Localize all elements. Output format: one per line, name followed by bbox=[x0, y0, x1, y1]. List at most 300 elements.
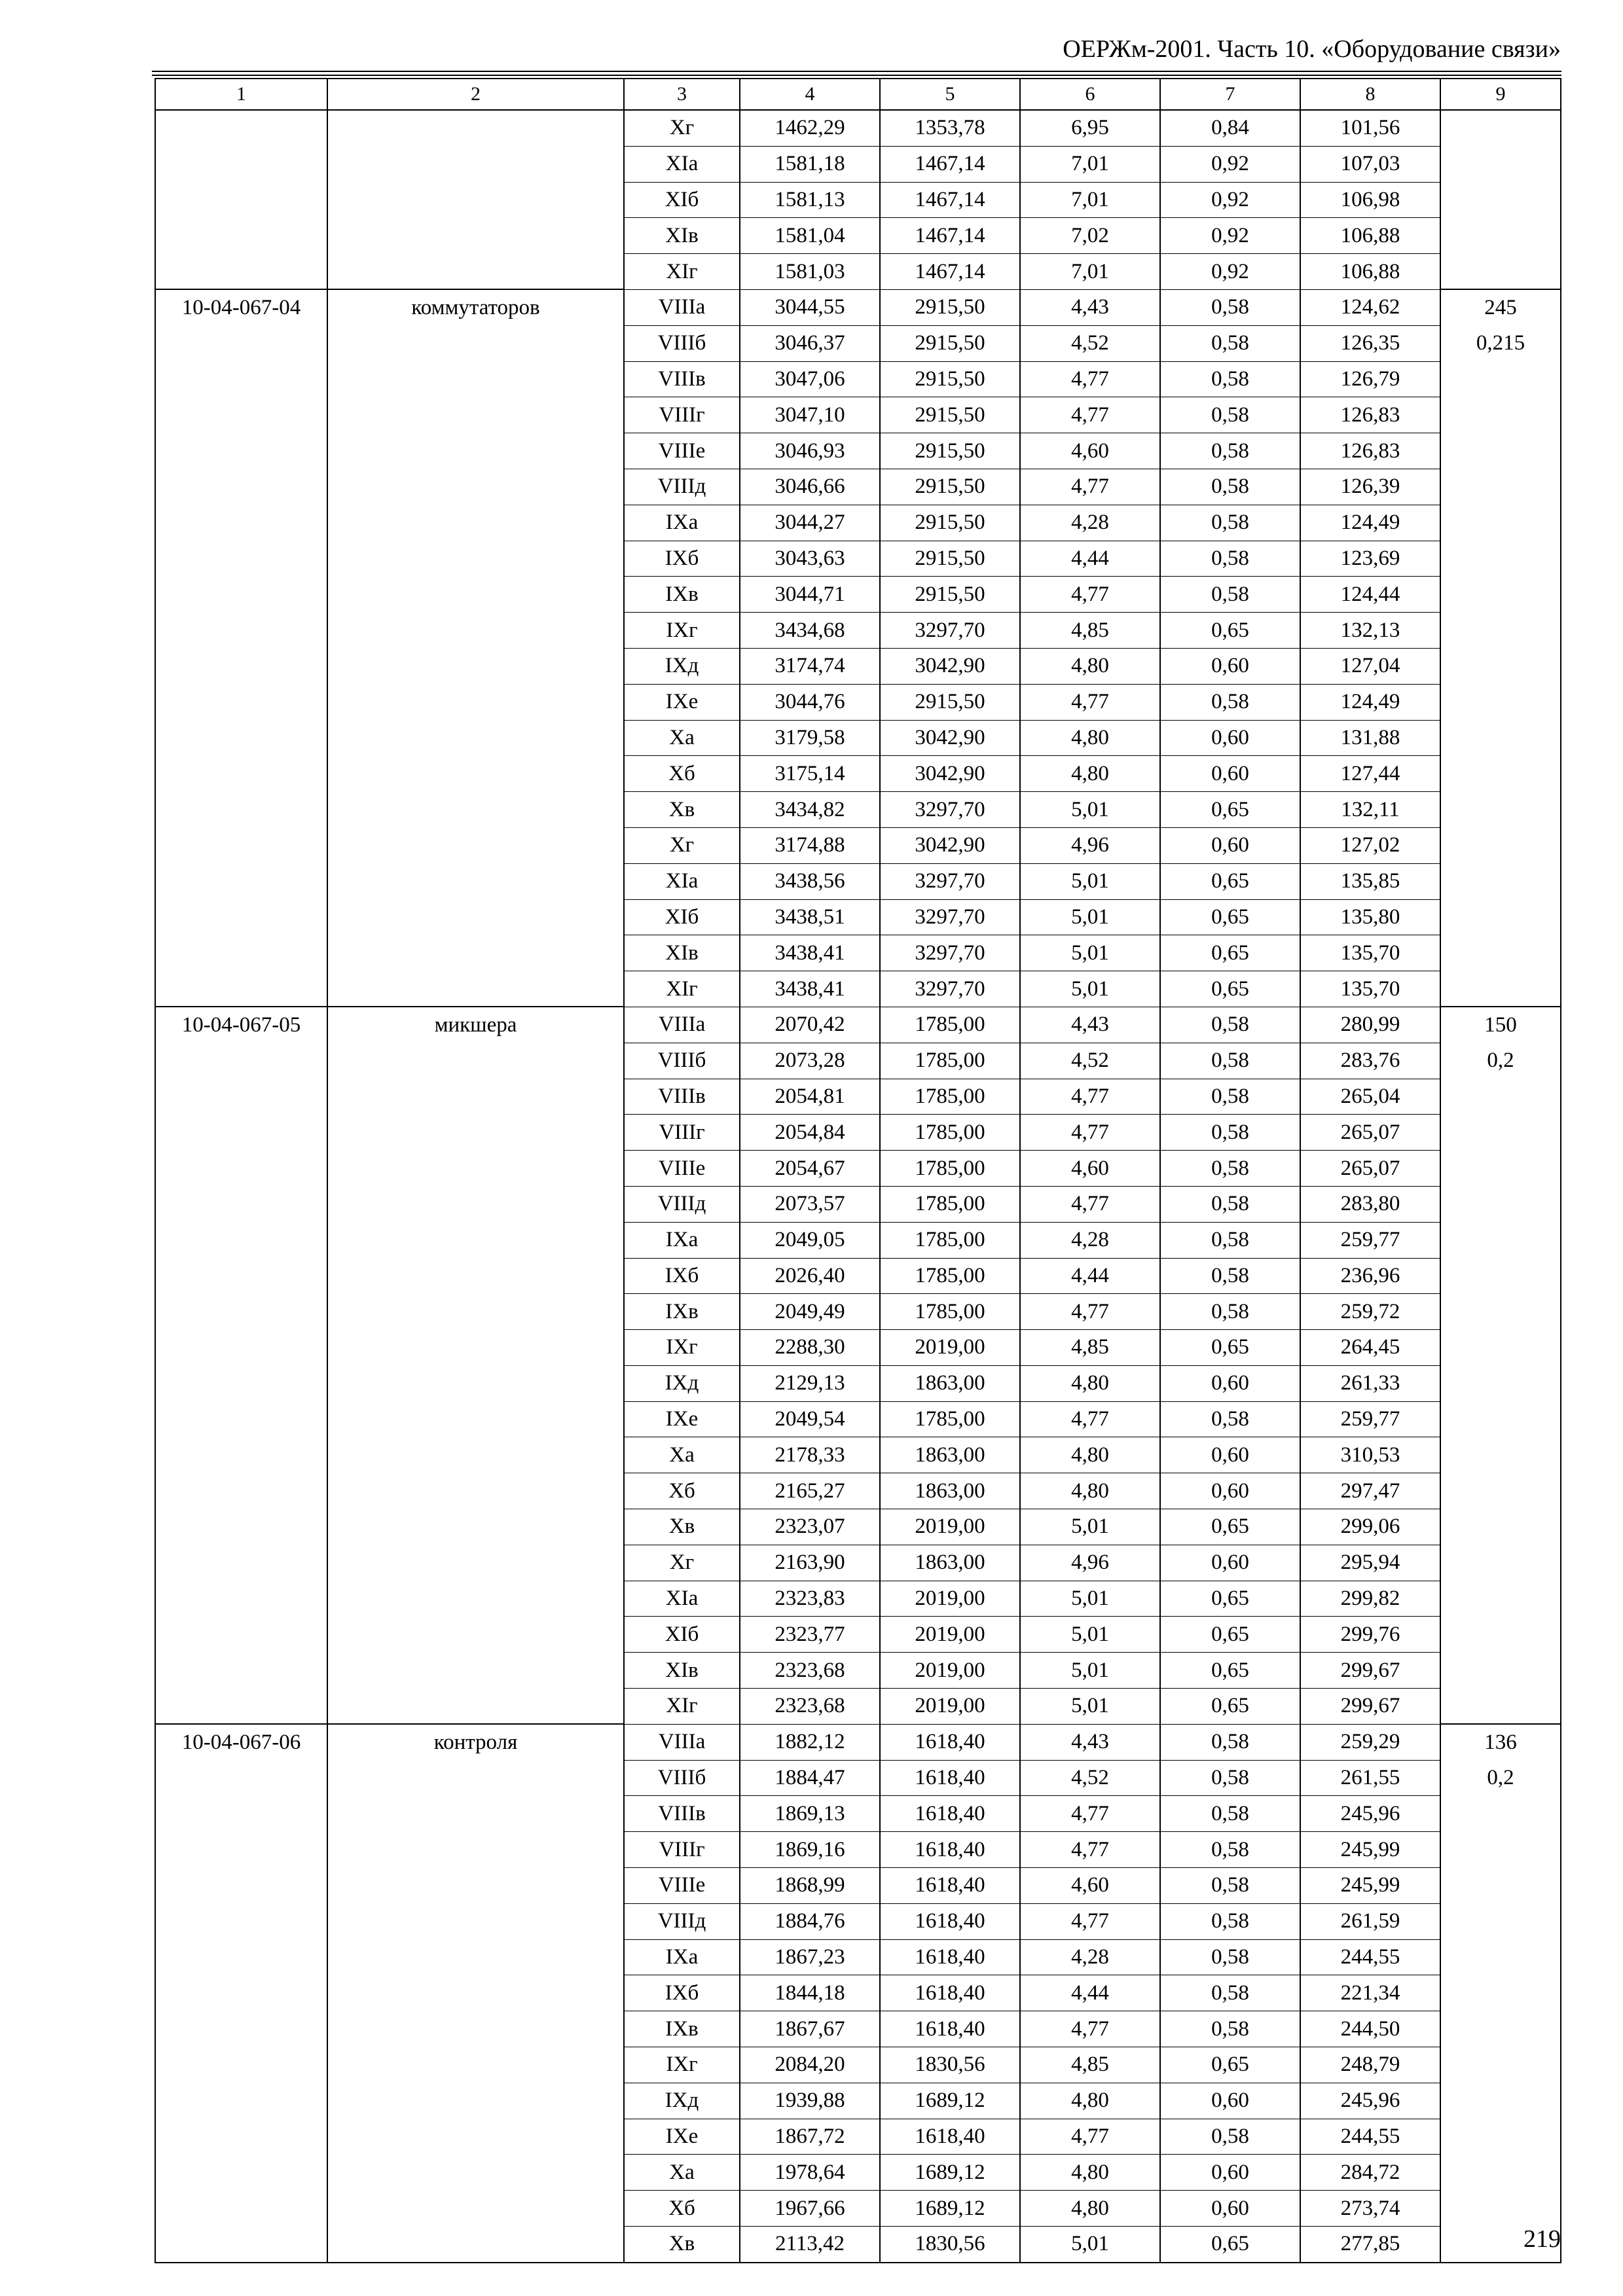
salary-cell: 1618,40 bbox=[880, 2119, 1020, 2155]
equipment-name bbox=[327, 1365, 624, 1401]
total-cost-cell: 1581,18 bbox=[740, 146, 880, 182]
table-row bbox=[155, 1545, 1561, 1581]
total-cost-cell: 1884,47 bbox=[740, 1760, 880, 1796]
machine-cost-cell: 4,85 bbox=[1020, 2047, 1160, 2083]
salary-cell: 2915,50 bbox=[880, 325, 1020, 361]
total-cost-cell: 1581,13 bbox=[740, 182, 880, 218]
column-header: 4 bbox=[740, 79, 880, 110]
driver-salary-cell: 0,60 bbox=[1160, 1437, 1300, 1473]
total-cost-cell: 3046,66 bbox=[740, 469, 880, 505]
machine-cost-cell: 4,52 bbox=[1020, 325, 1160, 361]
zone-cell: IXд bbox=[624, 1365, 740, 1401]
zone-cell: IXб bbox=[624, 541, 740, 577]
materials-cell: 126,83 bbox=[1300, 433, 1440, 469]
machine-cost-cell: 4,43 bbox=[1020, 289, 1160, 325]
table-row bbox=[155, 2155, 1561, 2191]
driver-salary-cell: 0,60 bbox=[1160, 756, 1300, 792]
total-cost-cell: 3044,76 bbox=[740, 684, 880, 720]
zone-cell: Хб bbox=[624, 2191, 740, 2227]
materials-cell: 261,55 bbox=[1300, 1760, 1440, 1796]
equipment-name bbox=[327, 1975, 624, 2011]
driver-salary-cell: 0,65 bbox=[1160, 899, 1300, 935]
table-row bbox=[155, 1724, 1561, 1760]
materials-cell: 261,33 bbox=[1300, 1365, 1440, 1401]
equipment-name bbox=[327, 1294, 624, 1330]
equipment-name bbox=[327, 1760, 624, 1796]
total-cost-cell: 3438,41 bbox=[740, 935, 880, 971]
labor-cell bbox=[1440, 1079, 1561, 1115]
driver-salary-cell: 0,65 bbox=[1160, 792, 1300, 828]
labor-cell bbox=[1440, 361, 1561, 397]
zone-cell: Хв bbox=[624, 792, 740, 828]
zone-cell: Хв bbox=[624, 2227, 740, 2263]
salary-cell: 3297,70 bbox=[880, 863, 1020, 899]
rate-code bbox=[155, 1939, 327, 1975]
total-cost-cell: 2323,77 bbox=[740, 1617, 880, 1653]
materials-cell: 259,77 bbox=[1300, 1401, 1440, 1437]
equipment-name: контроля bbox=[327, 1724, 624, 1760]
salary-cell: 3297,70 bbox=[880, 899, 1020, 935]
materials-cell: 124,62 bbox=[1300, 289, 1440, 325]
zone-cell: VIIIг bbox=[624, 397, 740, 433]
machine-cost-cell: 6,95 bbox=[1020, 110, 1160, 146]
total-cost-cell: 1462,29 bbox=[740, 110, 880, 146]
equipment-name bbox=[327, 254, 624, 290]
machine-cost-cell: 4,80 bbox=[1020, 1473, 1160, 1509]
machine-cost-cell: 4,80 bbox=[1020, 1365, 1160, 1401]
driver-salary-cell: 0,58 bbox=[1160, 577, 1300, 613]
table-row bbox=[155, 1868, 1561, 1904]
materials-cell: 135,80 bbox=[1300, 899, 1440, 935]
equipment-name bbox=[327, 1151, 624, 1187]
labor-cell bbox=[1440, 1868, 1561, 1904]
zone-cell: ХIб bbox=[624, 182, 740, 218]
salary-cell: 2915,50 bbox=[880, 684, 1020, 720]
labor-cell bbox=[1440, 1939, 1561, 1975]
labor-cell bbox=[1440, 218, 1561, 254]
labor-cell bbox=[1440, 1689, 1561, 1725]
machine-cost-cell: 5,01 bbox=[1020, 899, 1160, 935]
equipment-name bbox=[327, 756, 624, 792]
rate-code bbox=[155, 2227, 327, 2263]
table-row bbox=[155, 1903, 1561, 1939]
zone-cell: VIIIа bbox=[624, 1724, 740, 1760]
labor-cell bbox=[1440, 1617, 1561, 1653]
zone-cell: IXг bbox=[624, 613, 740, 649]
table-row bbox=[155, 1437, 1561, 1473]
driver-salary-cell: 0,58 bbox=[1160, 1401, 1300, 1437]
salary-cell: 2915,50 bbox=[880, 505, 1020, 541]
zone-cell: Хг bbox=[624, 1545, 740, 1581]
rate-code bbox=[155, 1760, 327, 1796]
column-header: 7 bbox=[1160, 79, 1300, 110]
rate-code bbox=[155, 1903, 327, 1939]
table-row bbox=[155, 505, 1561, 541]
zone-cell: VIIIв bbox=[624, 1079, 740, 1115]
salary-cell: 3042,90 bbox=[880, 827, 1020, 863]
total-cost-cell: 1844,18 bbox=[740, 1975, 880, 2011]
column-header: 2 bbox=[327, 79, 624, 110]
labor-cell bbox=[1440, 1330, 1561, 1366]
salary-cell: 2915,50 bbox=[880, 541, 1020, 577]
driver-salary-cell: 0,65 bbox=[1160, 971, 1300, 1007]
total-cost-cell: 2054,67 bbox=[740, 1151, 880, 1187]
driver-salary-cell: 0,58 bbox=[1160, 361, 1300, 397]
zone-cell: ХIв bbox=[624, 218, 740, 254]
machine-cost-cell: 4,96 bbox=[1020, 1545, 1160, 1581]
labor-cell: 150 bbox=[1440, 1007, 1561, 1043]
salary-cell: 1618,40 bbox=[880, 1724, 1020, 1760]
total-cost-cell: 2054,81 bbox=[740, 1079, 880, 1115]
rate-code bbox=[155, 182, 327, 218]
total-cost-cell: 2049,05 bbox=[740, 1222, 880, 1258]
total-cost-cell: 3046,93 bbox=[740, 433, 880, 469]
equipment-name bbox=[327, 720, 624, 756]
total-cost-cell: 2165,27 bbox=[740, 1473, 880, 1509]
labor-cell bbox=[1440, 1975, 1561, 2011]
zone-cell: IXд bbox=[624, 2083, 740, 2119]
table-row bbox=[155, 397, 1561, 433]
driver-salary-cell: 0,58 bbox=[1160, 1222, 1300, 1258]
labor-cell bbox=[1440, 505, 1561, 541]
materials-cell: 283,76 bbox=[1300, 1043, 1440, 1079]
machine-cost-cell: 4,77 bbox=[1020, 577, 1160, 613]
rate-code bbox=[155, 648, 327, 684]
materials-cell: 124,49 bbox=[1300, 684, 1440, 720]
equipment-name bbox=[327, 1043, 624, 1079]
driver-salary-cell: 0,58 bbox=[1160, 1724, 1300, 1760]
equipment-name bbox=[327, 433, 624, 469]
column-header: 8 bbox=[1300, 79, 1440, 110]
total-cost-cell: 3438,51 bbox=[740, 899, 880, 935]
equipment-name bbox=[327, 577, 624, 613]
materials-cell: 259,29 bbox=[1300, 1724, 1440, 1760]
equipment-name bbox=[327, 361, 624, 397]
total-cost-cell: 2323,83 bbox=[740, 1581, 880, 1617]
salary-cell: 1863,00 bbox=[880, 1545, 1020, 1581]
machine-cost-cell: 4,85 bbox=[1020, 1330, 1160, 1366]
rate-code bbox=[155, 827, 327, 863]
materials-cell: 135,85 bbox=[1300, 863, 1440, 899]
zone-cell: ХIв bbox=[624, 935, 740, 971]
table-row bbox=[155, 827, 1561, 863]
machine-cost-cell: 5,01 bbox=[1020, 2227, 1160, 2263]
materials-cell: 127,44 bbox=[1300, 756, 1440, 792]
materials-cell: 126,79 bbox=[1300, 361, 1440, 397]
table-row bbox=[155, 2191, 1561, 2227]
driver-salary-cell: 0,58 bbox=[1160, 1939, 1300, 1975]
table-row bbox=[155, 899, 1561, 935]
equipment-name bbox=[327, 2119, 624, 2155]
rate-code: 10-04-067-06 bbox=[155, 1724, 327, 1760]
labor-cell bbox=[1440, 613, 1561, 649]
salary-cell: 1830,56 bbox=[880, 2047, 1020, 2083]
zone-cell: Хб bbox=[624, 1473, 740, 1509]
zone-cell: Хв bbox=[624, 1509, 740, 1545]
header-rule-double bbox=[152, 75, 1561, 76]
driver-salary-cell: 0,58 bbox=[1160, 1975, 1300, 2011]
table-row bbox=[155, 1473, 1561, 1509]
machine-cost-cell: 4,77 bbox=[1020, 2119, 1160, 2155]
zone-cell: IXб bbox=[624, 1975, 740, 2011]
total-cost-cell: 1867,67 bbox=[740, 2011, 880, 2047]
rate-code bbox=[155, 1617, 327, 1653]
table-row bbox=[155, 1365, 1561, 1401]
salary-cell: 2019,00 bbox=[880, 1653, 1020, 1689]
salary-cell: 1689,12 bbox=[880, 2083, 1020, 2119]
table-row bbox=[155, 433, 1561, 469]
rate-code bbox=[155, 433, 327, 469]
rates-table bbox=[155, 78, 1561, 2263]
materials-cell: 265,04 bbox=[1300, 1079, 1440, 1115]
materials-cell: 221,34 bbox=[1300, 1975, 1440, 2011]
table-row bbox=[155, 1151, 1561, 1187]
zone-cell: ХIб bbox=[624, 899, 740, 935]
driver-salary-cell: 0,92 bbox=[1160, 146, 1300, 182]
total-cost-cell: 3044,27 bbox=[740, 505, 880, 541]
zone-cell: IXб bbox=[624, 1258, 740, 1294]
materials-cell: 284,72 bbox=[1300, 2155, 1440, 2191]
total-cost-cell: 1867,72 bbox=[740, 2119, 880, 2155]
driver-salary-cell: 0,58 bbox=[1160, 1007, 1300, 1043]
salary-cell: 2019,00 bbox=[880, 1509, 1020, 1545]
rate-code bbox=[155, 146, 327, 182]
driver-salary-cell: 0,65 bbox=[1160, 863, 1300, 899]
equipment-name bbox=[327, 505, 624, 541]
rate-code bbox=[155, 971, 327, 1007]
rate-code bbox=[155, 1043, 327, 1079]
materials-cell: 299,76 bbox=[1300, 1617, 1440, 1653]
total-cost-cell: 2178,33 bbox=[740, 1437, 880, 1473]
machine-cost-cell: 5,01 bbox=[1020, 1617, 1160, 1653]
total-cost-cell: 2054,84 bbox=[740, 1115, 880, 1151]
materials-cell: 236,96 bbox=[1300, 1258, 1440, 1294]
driver-salary-cell: 0,65 bbox=[1160, 2047, 1300, 2083]
rate-code bbox=[155, 863, 327, 899]
machine-cost-cell: 5,01 bbox=[1020, 1509, 1160, 1545]
driver-salary-cell: 0,65 bbox=[1160, 1617, 1300, 1653]
labor-cell bbox=[1440, 935, 1561, 971]
salary-cell: 2915,50 bbox=[880, 361, 1020, 397]
labor-cell bbox=[1440, 1294, 1561, 1330]
salary-cell: 1830,56 bbox=[880, 2227, 1020, 2263]
zone-cell: VIIIв bbox=[624, 361, 740, 397]
zone-cell: IXе bbox=[624, 684, 740, 720]
labor-cell: 245 bbox=[1440, 289, 1561, 325]
total-cost-cell: 1882,12 bbox=[740, 1724, 880, 1760]
total-cost-cell: 3175,14 bbox=[740, 756, 880, 792]
salary-cell: 1689,12 bbox=[880, 2191, 1020, 2227]
driver-salary-cell: 0,65 bbox=[1160, 613, 1300, 649]
equipment-name bbox=[327, 1186, 624, 1222]
rate-code bbox=[155, 1151, 327, 1187]
driver-salary-cell: 0,60 bbox=[1160, 1545, 1300, 1581]
table-row bbox=[155, 1581, 1561, 1617]
salary-cell: 2915,50 bbox=[880, 577, 1020, 613]
table-row bbox=[155, 469, 1561, 505]
materials-cell: 124,44 bbox=[1300, 577, 1440, 613]
total-cost-cell: 2323,68 bbox=[740, 1653, 880, 1689]
labor-cell bbox=[1440, 2191, 1561, 2227]
rate-code bbox=[155, 792, 327, 828]
machine-cost-cell: 4,77 bbox=[1020, 1401, 1160, 1437]
total-cost-cell: 3434,68 bbox=[740, 613, 880, 649]
labor-cell: 0,2 bbox=[1440, 1043, 1561, 1079]
equipment-name bbox=[327, 2047, 624, 2083]
table-row bbox=[155, 577, 1561, 613]
machine-cost-cell: 4,44 bbox=[1020, 1258, 1160, 1294]
total-cost-cell: 2113,42 bbox=[740, 2227, 880, 2263]
machine-cost-cell: 5,01 bbox=[1020, 1581, 1160, 1617]
labor-cell: 0,2 bbox=[1440, 1760, 1561, 1796]
driver-salary-cell: 0,58 bbox=[1160, 684, 1300, 720]
rate-code bbox=[155, 397, 327, 433]
labor-cell bbox=[1440, 541, 1561, 577]
table-row bbox=[155, 1401, 1561, 1437]
rate-code bbox=[155, 1509, 327, 1545]
total-cost-cell: 1868,99 bbox=[740, 1868, 880, 1904]
materials-cell: 261,59 bbox=[1300, 1903, 1440, 1939]
salary-cell: 1467,14 bbox=[880, 218, 1020, 254]
equipment-name bbox=[327, 2011, 624, 2047]
machine-cost-cell: 4,77 bbox=[1020, 469, 1160, 505]
labor-cell bbox=[1440, 146, 1561, 182]
materials-cell: 280,99 bbox=[1300, 1007, 1440, 1043]
driver-salary-cell: 0,60 bbox=[1160, 2155, 1300, 2191]
column-header: 3 bbox=[624, 79, 740, 110]
labor-cell bbox=[1440, 827, 1561, 863]
materials-cell: 265,07 bbox=[1300, 1151, 1440, 1187]
driver-salary-cell: 0,58 bbox=[1160, 2011, 1300, 2047]
machine-cost-cell: 4,77 bbox=[1020, 1903, 1160, 1939]
equipment-name bbox=[327, 971, 624, 1007]
materials-cell: 264,45 bbox=[1300, 1330, 1440, 1366]
total-cost-cell: 1867,23 bbox=[740, 1939, 880, 1975]
table-row bbox=[155, 2047, 1561, 2083]
table-row bbox=[155, 2227, 1561, 2263]
labor-cell bbox=[1440, 1903, 1561, 1939]
equipment-name bbox=[327, 110, 624, 146]
labor-cell bbox=[1440, 684, 1561, 720]
machine-cost-cell: 7,01 bbox=[1020, 254, 1160, 290]
labor-cell bbox=[1440, 2083, 1561, 2119]
equipment-name bbox=[327, 648, 624, 684]
table-row bbox=[155, 792, 1561, 828]
table-row bbox=[155, 720, 1561, 756]
machine-cost-cell: 4,52 bbox=[1020, 1760, 1160, 1796]
driver-salary-cell: 0,58 bbox=[1160, 505, 1300, 541]
machine-cost-cell: 4,77 bbox=[1020, 1079, 1160, 1115]
salary-cell: 2019,00 bbox=[880, 1617, 1020, 1653]
table-row bbox=[155, 1617, 1561, 1653]
zone-cell: VIIIд bbox=[624, 1186, 740, 1222]
table-row bbox=[155, 1222, 1561, 1258]
rate-code bbox=[155, 2155, 327, 2191]
materials-cell: 132,11 bbox=[1300, 792, 1440, 828]
materials-cell: 259,77 bbox=[1300, 1222, 1440, 1258]
zone-cell: VIIIд bbox=[624, 469, 740, 505]
labor-cell bbox=[1440, 1365, 1561, 1401]
machine-cost-cell: 4,96 bbox=[1020, 827, 1160, 863]
salary-cell: 1618,40 bbox=[880, 1868, 1020, 1904]
salary-cell: 2915,50 bbox=[880, 397, 1020, 433]
machine-cost-cell: 4,77 bbox=[1020, 361, 1160, 397]
table-row bbox=[155, 1079, 1561, 1115]
salary-cell: 2019,00 bbox=[880, 1330, 1020, 1366]
rate-code bbox=[155, 1437, 327, 1473]
column-header: 1 bbox=[155, 79, 327, 110]
equipment-name bbox=[327, 1473, 624, 1509]
equipment-name: микшера bbox=[327, 1007, 624, 1043]
machine-cost-cell: 4,80 bbox=[1020, 648, 1160, 684]
equipment-name bbox=[327, 2083, 624, 2119]
machine-cost-cell: 5,01 bbox=[1020, 935, 1160, 971]
machine-cost-cell: 7,01 bbox=[1020, 146, 1160, 182]
machine-cost-cell: 4,60 bbox=[1020, 1151, 1160, 1187]
rate-code bbox=[155, 684, 327, 720]
machine-cost-cell: 4,80 bbox=[1020, 720, 1160, 756]
materials-cell: 295,94 bbox=[1300, 1545, 1440, 1581]
driver-salary-cell: 0,65 bbox=[1160, 2227, 1300, 2263]
equipment-name bbox=[327, 182, 624, 218]
rate-code bbox=[155, 1868, 327, 1904]
driver-salary-cell: 0,58 bbox=[1160, 1796, 1300, 1832]
header-rule bbox=[152, 71, 1561, 72]
materials-cell: 310,53 bbox=[1300, 1437, 1440, 1473]
rate-code bbox=[155, 541, 327, 577]
table-row bbox=[155, 1509, 1561, 1545]
salary-cell: 3042,90 bbox=[880, 720, 1020, 756]
labor-cell bbox=[1440, 110, 1561, 146]
rate-code bbox=[155, 505, 327, 541]
materials-cell: 245,99 bbox=[1300, 1868, 1440, 1904]
labor-cell bbox=[1440, 469, 1561, 505]
labor-cell bbox=[1440, 1581, 1561, 1617]
rate-code bbox=[155, 935, 327, 971]
total-cost-cell: 3179,58 bbox=[740, 720, 880, 756]
materials-cell: 297,47 bbox=[1300, 1473, 1440, 1509]
table-row bbox=[155, 325, 1561, 361]
rate-code bbox=[155, 218, 327, 254]
zone-cell: Хг bbox=[624, 827, 740, 863]
driver-salary-cell: 0,58 bbox=[1160, 1760, 1300, 1796]
driver-salary-cell: 0,60 bbox=[1160, 827, 1300, 863]
total-cost-cell: 2073,57 bbox=[740, 1186, 880, 1222]
rate-code bbox=[155, 2191, 327, 2227]
driver-salary-cell: 0,58 bbox=[1160, 1186, 1300, 1222]
rate-code bbox=[155, 1079, 327, 1115]
salary-cell: 1618,40 bbox=[880, 2011, 1020, 2047]
total-cost-cell: 2323,07 bbox=[740, 1509, 880, 1545]
materials-cell: 273,74 bbox=[1300, 2191, 1440, 2227]
machine-cost-cell: 4,80 bbox=[1020, 1437, 1160, 1473]
total-cost-cell: 2288,30 bbox=[740, 1330, 880, 1366]
zone-cell: IXе bbox=[624, 1401, 740, 1437]
driver-salary-cell: 0,60 bbox=[1160, 648, 1300, 684]
labor-cell bbox=[1440, 1832, 1561, 1868]
equipment-name bbox=[327, 613, 624, 649]
materials-cell: 248,79 bbox=[1300, 2047, 1440, 2083]
labor-cell bbox=[1440, 899, 1561, 935]
rate-code bbox=[155, 899, 327, 935]
table-row bbox=[155, 1832, 1561, 1868]
table-row bbox=[155, 1294, 1561, 1330]
equipment-name bbox=[327, 397, 624, 433]
table-row bbox=[155, 1115, 1561, 1151]
total-cost-cell: 3046,37 bbox=[740, 325, 880, 361]
materials-cell: 245,99 bbox=[1300, 1832, 1440, 1868]
total-cost-cell: 3044,71 bbox=[740, 577, 880, 613]
